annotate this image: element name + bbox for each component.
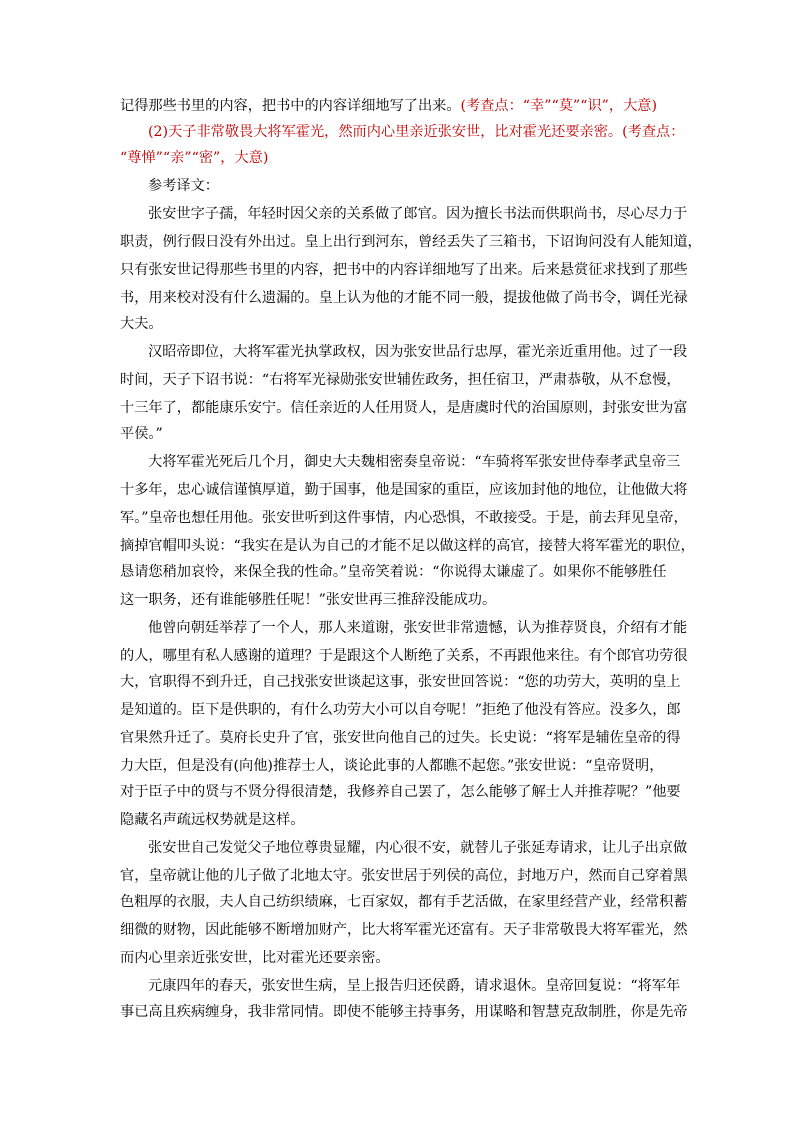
para3-line1: 大将军霍光死后几个月，御史大夫魏相密奏皇帝说：“车骑将军张安世侍奉孝武皇帝三 (148, 454, 681, 470)
answer-line-3: “尊惮”“亲”“密”，大意) (120, 150, 269, 166)
para4-line3: 大，官职得不到升迁，自己找张安世谈起这事，张安世回答说：“您的功劳大，英明的皇上 (120, 674, 681, 690)
para2-line3: 十三年了，都能康乐安宁。信任亲近的人任用贤人，是唐虞时代的治国原则，封张安世为富 (120, 400, 688, 416)
para1-line5: 大夫。 (120, 316, 163, 332)
para3-line6: 这一职务，还有谁能够胜任呢！”张安世再三推辞没能成功。 (120, 592, 497, 608)
exam-point-note: (考查点：“幸”“莫”“识”，大意) (460, 98, 657, 114)
para1-line1: 张安世字子孺，年轻时因父亲的关系做了郎官。因为擅长书法而供职尚书，尽心尽力于 (148, 206, 688, 222)
translation-heading: 参考译文： (148, 178, 219, 194)
para1-line4: 书，用来校对没有什么遗漏的。皇上认为他的才能不同一般，提拔他做了尚书令，调任光禄 (120, 290, 688, 306)
para4-line7: 对于臣子中的贤与不贤分得很清楚，我修养自己罢了，怎么能够了解士人并推荐呢？”他要 (120, 784, 681, 800)
answer-line-2: (2)天子非常敬畏大将军霍光，然而内心里亲近张安世，比对霍光还要亲密。(考查点： (148, 124, 685, 140)
para6-line2: 事已高且疾病缠身，我非常同情。即使不能够主持事务，用谋略和智慧克敌制胜，你是先帝 (120, 1004, 688, 1020)
para3-line3: 军。”皇帝也想任用他。张安世听到这件事情，内心恐惧，不敢接受。于是，前去拜见皇帝， (120, 510, 688, 526)
para4-line4: 是知道的。臣下是供职的，有什么功劳大小可以自夸呢！”拒绝了他没有答应。没多久，郎 (120, 702, 681, 718)
para5-line4: 细微的财物，因此能够不断增加财产，比大将军霍光还富有。天子非常敬畏大将军霍光，然 (120, 922, 688, 938)
para6-line1: 元康四年的春天，张安世生病，呈上报告归还侯爵，请求退休。皇帝回复说：“将军年 (148, 978, 681, 994)
para5-line3: 色粗厚的衣服，夫人自己纺织绩麻，七百家奴，都有手艺活做，在家里经营产业，经常积蓄 (120, 894, 688, 910)
para4-line5: 官果然升迁了。莫府长史升了官，张安世向他自己的过失。长史说：“将军是辅佐皇帝的得 (120, 730, 681, 746)
para5-line5: 而内心里亲近张安世，比对霍光还要亲密。 (120, 950, 390, 966)
para4-line1: 他曾向朝廷举荐了一个人，那人来道谢，张安世非常遗憾，认为推荐贤良，介绍有才能 (148, 620, 688, 636)
para3-line2: 十多年，忠心诚信谨慎厚道，勤于国事，他是国家的重臣，应该加封他的地位，让他做大将 (120, 482, 688, 498)
para2-line1: 汉昭帝即位，大将军霍光执掌政权，因为张安世品行忠厚，霍光亲近重用他。过了一段 (148, 344, 688, 360)
para4-line2: 的人，哪里有私人感谢的道理？于是跟这个人断绝了关系，不再跟他来往。有个郎官功劳很 (120, 648, 688, 664)
answer-text: 记得那些书里的内容，把书中的内容详细地写了出来。 (120, 98, 461, 114)
para1-line3: 只有张安世记得那些书里的内容，把书中的内容详细地写了出来。后来悬赏征求找到了那些 (120, 262, 688, 278)
para2-line4: 平侯。” (120, 426, 163, 442)
para3-line4: 摘掉官帽叩头说：“我实在是认为自己的才能不足以做这样的高官，接替大将军霍光的职位， (120, 538, 695, 554)
para4-line6: 力大臣，但是没有(向他)推荐士人，谈论此事的人都瞧不起您。”张安世说：“皇帝贤明， (120, 758, 664, 774)
para3-line5: 恳请您稍加哀怜，来保全我的性命。”皇帝笑着说：“你说得太谦虚了。如果你不能够胜任 (120, 564, 667, 580)
para1-line2: 职责，例行假日没有外出过。皇上出行到河东，曾经丢失了三箱书，下诏询问没有人能知道， (120, 234, 702, 250)
para2-line2: 时间，天子下诏书说：“右将军光禄勋张安世辅佐政务，担任宿卫，严肃恭敬，从不怠慢， (120, 372, 681, 388)
para5-line2: 官，皇帝就让他的儿子做了北地太守。张安世居于列侯的高位，封地万户，然而自己穿着黑 (120, 868, 688, 884)
answer-line-1 (120, 96, 657, 116)
para4-line8: 隐藏名声疏远权势就是这样。 (120, 812, 305, 828)
para5-line1: 张安世自己发觉父子地位尊贵显耀，内心很不安，就替儿子张延寿请求，让儿子出京做 (148, 840, 688, 856)
